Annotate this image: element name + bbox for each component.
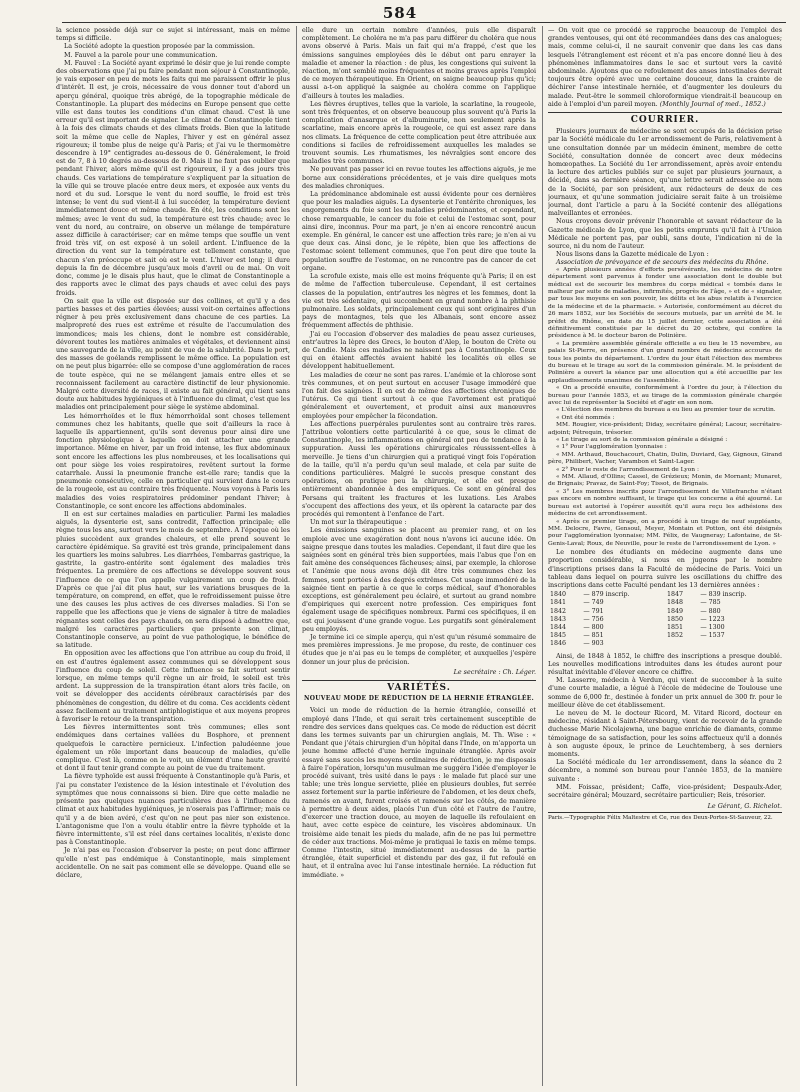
paragraph: — On voit que ce procédé se rapproche beaucoup de l'emploi des grandes ventouses, qui ont été recommandées dans des cas analogues; mais, comme celui-ci, il ne saurait convenir que dans les cas dans lesquels l'étranglement est récent et n'a pas encore donné lieu à des phénomènes inflammatoires dans le sac et surtout vers la cavité abdominale. Ajoutons que ce refoulement des anses intestinales devrait toujours être opéré avec une certaine douceur, dans la crainte de déchirer l'anse intestinale herniée, et d'augmenter les douleurs du malade. Peut-être le sommeil chloroformique viendrait-il beaucoup en aide à l'emploi d'un pareil moyen. (Monthly Journal of med., 1852.) [548, 26, 782, 108]
inscription-count: — 1300 [700, 623, 725, 631]
paragraph: Le neveu de M. le docteur Ricord, M. Vitard Ricord, docteur en médecine, résidant à Saint-Pétersbourg, vient de recevoir de la grande duchesse Marie Nicolajewna, une bague enrichie de diamants, comme témoignage de sa satisfaction, pour les soins affectueux qu'il a donnés à son auguste époux, le prince de Leuchtemberg, à ses derniers moments. [548, 708, 782, 758]
paragraph: Voici un mode de réduction de la hernie étranglée, conseillé et employé dans l'Inde, et qui serait très certainement susceptible de rendre des services dans quelques cas. Ce mode de réduction est décrit dans les termes suivants par un chirurgien anglais, M. Th. Wise : « Pendant que j'étais chirurgien d'un hôpital dans l'Inde, on m'apporta un jeune homme affecté d'une hernie inguinale étranglée. Après avoir essayé sans succès les moyens ordinaires de réduction, je me disposais à faire l'opération, lorsqu'un musulman me suggéra l'idée d'employer le procédé suivant, très usité dans le pays : le malade fut placé sur une table; une très longue serviette, pliée en plusieurs doubles, fut serrée assez fortement sur la partie inférieure de l'abdomen, et les deux chefs, ramenés en avant, furent croisés et ramenés sur les côtés, de manière à permettre à deux aides, placés l'un d'un côté et l'autre de l'autre, d'exercer une traction douce, au moyen de laquelle ils refoulaient en haut, avec cette espèce de ceinture, les viscères abdominaux. Un troisième aide tenait les pieds du malade, afin de ne pas lui permettre de céder aux tractions. Moi-même je pratiquai le taxis en même temps. Comme l'intestin, situé immédiatement au-dessus de la partie étranglée, était superficiel et distendu par des gaz, il fut refoulé en haut, et il entraîna avec lui l'anse intestinale herniée. La réduction fut immédiate. » [302, 706, 536, 879]
inscription-count: — 1223 [700, 615, 725, 623]
table-row [548, 632, 782, 640]
quoted-paragraph: « MM. Arthaud, Bouchacourt, Chatin, Dulin, Duviard, Gay, Gignoux, Girand père, Philibert, Vacher, Varambon et Saint-Lager. [548, 451, 782, 466]
paragraph: Nous croyons devoir prévenir l'honorable et savant rédacteur de la Gazette médicale de Lyon, que les petits emprunts qu'il fait à l'Union Médicale ne portent pas, par oubli, sans doute, l'indication ni de la source, ni du nom de l'auteur. [548, 217, 782, 251]
paragraph: Les hémorrhoïdes et le flux hémorrhoïdal sont choses tellement communes chez les habitants, quelle que soit d'ailleurs la race à laquelle ils appartiennent, qu'ils sont devenus pour ainsi dire une fonction physiologique à laquelle on doit attacher une grande importance. Même en hiver, par un froid intense, les flux abdominaux sont encore les affections les plus nombreuses, et les localisations qui ont pour siège les voies respiratoires, revêtent surtout la forme catarrhale. Aussi la pneumonie franche est-elle rare; tandis que la pneumonie consécutive, celle en particulier qui survient dans le cours de la rougeole, est au contraire très fréquente. Nous voyons à Paris les maladies des voies respiratoires prédominer pendant l'hiver; à Constantinople, ce sont encore les affections abdominales. [56, 411, 290, 510]
table-row [548, 624, 782, 632]
paragraph: La Société adopte la question proposée par la commission. [64, 42, 255, 51]
paragraph: MM. Foissac, président; Caffe, vice-président; Despaulx-Ader, secrétaire général; Mouzard, secrétaire particulier; Reis, trésorier. [548, 782, 782, 800]
header-rule [62, 22, 786, 23]
column-left [56, 26, 290, 1088]
quoted-paragraph: « L'élection des membres du bureau a eu lieu au premier tour de scrutin. [556, 407, 776, 414]
paragraph: Un mot sur la thérapeutique : [310, 518, 407, 527]
inscription-year: 1848 [666, 599, 684, 607]
paragraph: M. Fauvel : La Société ayant exprimé le désir que je lui rende compte des observations que j'ai pu faire pendant mon séjour à Constantinople, je vais exposer en peu de mots les faits qui me paraissent offrir le plus d'intérêt. Il est, je crois, nécessaire de vous donner tout d'abord un aperçu général, quoique très abrégé, de la topographie médicale de Constantinople. La plupart des médecins en Europe pensent que cette ville est dans toutes les conditions d'un climat chaud. C'est là une erreur qu'il est important de signaler. Le climat de Constantinople tient à la fois des climats chauds et des climats froids. Bien que la latitude soit la même que celle de Naples, l'hiver y est en général assez rigoureux; il tombe plus de neige qu'à Paris; et j'ai vu le thermomètre descendre à 19° centigrades au-dessous de 0. Généralement, le froid est de 7, 8 à 10 degrés au-dessous de 0. Mais il ne faut pas oublier que pendant l'hiver, alors même qu'il est rigoureux, il y a des jours très chauds. Ces variations de température s'expliquent par la situation de la ville qui se trouve placée entre deux mers, et exposée aux vents du nord et du sud. Lorsque le vent du nord souffle, le froid est très intense; le vent du sud vient-il à lui succéder, la température devient immédiatement douce et même chaude. En été, les conditions sont les mêmes; avec le vent du sud, la température est très chaude; avec le vent du nord, au contraire, on observe un mélange de température assez difficile à caractériser; car en même temps que souffle un vent froid très vif, on est exposé à un soleil ardent. L'influence de la direction du vent sur la température est tellement constante, que chacun s'en préoccupe et sait où est le vent. L'hiver est long; il dure depuis la fin de décembre jusqu'aux mois d'avril ou de mai. On voit donc, comme je le disais plus haut, que le climat de Constantinople a des rapports avec le climat des pays chauds et avec celui des pays froids. [56, 58, 290, 297]
quoted-paragraph: « 2° Pour le reste de l'arrondissement de Lyon : [556, 466, 699, 473]
quoted-paragraph: « Après ce premier tirage, on a procédé à un tirage de neuf suppléants, MM. Delocre, Favre, Gensoul, Meyer, Montain et Potton, ont été désignés pour l'agglomération lyonnaise; MM. Félix, de Vaugneray; Lafontaine, de St-Genis-Laval; Roux, de Neuville, pour le reste de l'arrondissement de Lyon. » [548, 518, 782, 547]
paragraph: Je termine ici ce simple aperçu, qui n'est qu'un résumé sommaire de mes premières impressions. Je me propose, du reste, de continuer ces études que je n'ai pas eu le temps de compléter, et auxquelles j'espère donner un jour plus de précision. [302, 633, 536, 666]
paragraph: Ne pouvant pas passer ici en revue toutes les affections aiguës, je me borne aux considérations précédentes, et je vais dire quelques mots des maladies chroniques. [302, 165, 536, 190]
quoted-paragraph: « 1° Pour l'agglomération lyonnaise : [556, 444, 667, 451]
inscription-count: — 880 [700, 607, 721, 615]
inscription-count [698, 640, 782, 648]
table-row [548, 608, 782, 616]
inscription-year: 1841 [550, 599, 567, 607]
quoted-paragraph: « MM. Allaud, d'Ollins; Cassel, de Grézieux; Monin, de Mornant; Munaret, de Brignais; Pravaz, de Saint-Foy; Tissot, de Brignais. [548, 474, 782, 488]
table-row [548, 640, 782, 648]
quoted-paragraph: « Ont été nommés : [556, 414, 615, 421]
inscription-year: 1852 [666, 632, 684, 640]
paragraph: J'ai eu l'occasion d'observer des maladies de peau assez curieuses, entr'autres la lèpre des Grecs, le bouton d'Alep, le bouton de Crète ou de Candie. Mais ces maladies ne naissent pas à Constantinople. Ceux qui en étaient affectés avaient habité les localités où elles se développent habituellement. [302, 329, 536, 371]
secretary-signature: Le secrétaire : Ch. Léger. [453, 667, 536, 676]
page-number: 584 [382, 4, 418, 22]
inscription-count: — 785 [700, 599, 721, 607]
paragraph: M. Lasserre, médecin à Verdun, qui vient de succomber à la suite d'une courte maladie, a légué à l'école de médecine de Toulouse une somme de 6,000 fr., destinée à fonder un prix annuel de 300 fr. pour le meilleur élève de cet établissement. [548, 676, 782, 709]
paragraph: Les fièvres intermittentes sont très communes; elles sont endémiques dans certaines vallées du Bosphore, et prennent quelquefois le caractère pernicieux. L'infection paludéenne joue également un rôle important dans beaucoup de maladies, qu'elle complique. C'est là, comme on le voit, un élément d'une haute gravité et dont il faut tenir grand compte au point de vue du traitement. [56, 723, 290, 773]
column-divider [296, 26, 297, 1086]
column-right [548, 26, 782, 1088]
article-title: NOUVEAU MODE DE RÉDUCTION DE LA HERNIE ÉTRANGLÉE. [303, 695, 535, 703]
table-row [548, 616, 782, 624]
paragraph: Les émissions sanguines se placent au premier rang, et on les emploie avec une exagération dont nous n'avons ici aucune idée. On saigne presque dans toutes les maladies. Cependant, il faut dire que les saignées sont en général très bien supportées, mais l'abus que l'on en fait amène des conséquences fâcheuses; ainsi, par exemple, la chlorose et l'anémie que nous avons déjà dit être très communes chez les femmes, sont portées à des degrés extrêmes. Cet usage immodéré de la saignée tient en partie à ce que le corps médical, sauf d'honorables exceptions, est généralement peu éclairé, et surtout au grand nombre d'empiriques qui exercent notre profession. Ces empiriques font également usage de spécifiques nombreux. Parmi ces spécifiques, il en est qui jouissent d'une grande vogue. Les purgatifs sont généralement peu employés. [302, 526, 536, 633]
paragraph: M. Fauvel a la parole pour une communication. [64, 50, 218, 59]
table-row [548, 599, 782, 607]
inscription-count: — 851 [583, 632, 604, 640]
association-title: Association de prévoyance et de secours des médecins du Rhône. [556, 258, 769, 267]
inscription-year: 1843 [550, 615, 567, 623]
paragraph: la science possède déjà sur ce sujet si intéressant, mais en même temps si difficile. [56, 26, 290, 43]
source-citation: (Monthly Journal of med., 1852.) [659, 99, 766, 108]
inscription-year: 1849 [666, 607, 684, 615]
inscription-count: — 749 [583, 599, 604, 607]
inscription-count: — 756 [583, 615, 604, 623]
inscription-count: — 1537 [700, 632, 725, 640]
section-heading-varietes: VARIÉTÉS. [302, 680, 536, 692]
quoted-paragraph: « On a procédé ensuite, conformément à l'ordre du jour, à l'élection du bureau pour l'année 1853, et au tirage de la commission générale chargée avec lui de représenter la Société et d'agir en son nom. [548, 385, 782, 406]
quoted-paragraph: « La première assemblée générale officielle a eu lieu le 15 novembre, au palais St-Pierre, en présence d'un grand nombre de médecins accourus de tous les points du département. L'ordre du jour était l'élection des membres du bureau et le tirage au sort de la commission générale. M. le président de Polinière a ouvert la séance par une allocution qui a été accueillie par les applaudissements unanimes de l'assemblée. [548, 340, 782, 384]
inscription-count: — 791 [583, 607, 604, 615]
inscription-year: 1847 [666, 591, 684, 599]
paragraph: En opposition avec les affections que l'on attribue au coup du froid, il en est d'autres également assez communes qui se développent sous l'influence du coup de soleil. Cette influence se fait surtout sentir lorsque, en même temps qu'il règne un air froid, le soleil est très ardent. La suppression de la transpiration étant alors très facile, on voit se développer des accidents cérébraux caractérisés par des phénomènes de congestion, du délire et du coma. Ces accidents cèdent assez facilement au traitement antiphlogistique et aux moyens propres à favoriser le retour de la transpiration. [56, 649, 290, 724]
paragraph: Ainsi, de 1848 à 1852, le chiffre des inscriptions a presque doublé. Les nouvelles modifications introduites dans les études auront pour résultat inévitable d'élever encore ce chiffre. [548, 651, 782, 676]
paragraph: Plusieurs journaux de médecine se sont occupés de la décision prise par la Société médicale du 1er arrondissement de Paris, relativement à une consultation donnée par un médecin éminent, membre de cette Société, consultation donnée de concert avec deux médecins homœopathes. La Société du 1er arrondissement, après avoir entendu la lecture des articles publiés sur ce sujet par plusieurs journaux, a décidé, dans sa dernière séance, qu'une lettre serait adressée au nom de la Société, par son président, aux rédacteurs de deux de ces journaux, et qu'une sommation judiciaire serait faite à un troisième journal, dont l'article a paru à la Société contenir des allégations malveillantes et erronées. [548, 127, 782, 218]
table-row [548, 591, 782, 599]
inscription-year: 1850 [666, 615, 684, 623]
paragraph: Les maladies de cœur ne sont pas rares. L'anémie et la chlorose sont très communes, et on peut surtout en accuser l'usage immodéré que l'on fait des saignées. Il en est de même des affections chroniques de l'utérus. Ce qui tient surtout à ce que l'avortement est pratiqué généralement et ouvertement, et produit ainsi aux manœuvres employées pour empêcher la fécondation. [302, 370, 536, 420]
paragraph: elle dure un certain nombre d'années, puis elle disparaît complètement. Le choléra ne m'a pas paru différer du choléra que nous avons observé à Paris. Mais un fait qui m'a frappé, c'est que les émissions sanguines employées dès le début ont paru enrayer la maladie et amener la réaction : de plus, les congestions qui suivent la réaction, m'ont semblé moins fréquentes et moins graves après l'emploi de ce moyen thérapeutique. En Orient, on saigne beaucoup plus qu'ici; aussi a-t-on appliqué la saignée au choléra comme on l'applique d'ailleurs à toutes les maladies. [302, 26, 536, 100]
paragraph: Le nombre des étudiants en médecine augmente dans une proportion considérable, si nous en jugeons par le nombre d'inscriptions prises dans la Faculté de médecine de Paris. Voici un tableau dans lequel on pourra suivre les oscillations du chiffre des inscriptions dans cette Faculté pendant les 13 dernières années : [548, 548, 782, 589]
paragraph: Il en est sur certaines maladies en particulier. Parmi les maladies aiguës, la dysenterie est, sans contredit, l'affection principale; elle règne tous les ans, surtout vers le mois de septembre. A l'époque où les pluies succèdent aux grandes chaleurs, et elle prend souvent le caractère épidémique. Sa gravité est très grande, principalement dans les quartiers les moins salubres. Les diarrhées, l'embarras gastrique, la gastrite, la gastro-entérite sont également des maladies très fréquentes. La première de ces affections se développe souvent sous l'influence de ce que l'on appelle vulgairement un coup de froid. D'après ce que j'ai dit plus haut, sur les variations brusques de la température, on comprend, en effet, que le refroidissement puisse être une des causes les plus actives de ces diverses maladies. Si l'on se rappelle que les affections que je viens de signaler à titre de maladies régnantes sont celles des pays chauds, on sera disposé à admettre que, malgré les caractères particuliers que présente son climat, Constantinople conserve, au point de vue pathologique, le bénéfice de sa latitude. [56, 509, 290, 650]
inscription-year: 1846 [550, 640, 567, 648]
inscription-count: — 800 [583, 623, 604, 631]
paragraph: Je n'ai pas eu l'occasion d'observer la peste; on peut donc affirmer qu'elle n'est pas endémique à Constantinople, mais simplement accidentelle. On ne sait pas comment elle se développe. Quand elle se déclare, [56, 846, 290, 879]
quoted-paragraph: MM. Rougier, vice-président; Diday, secrétaire général; Lacour, secrétaire-adjoint; Pétrequin, trésorier. [548, 422, 782, 436]
paragraph: La scrofule existe, mais elle est moins fréquente qu'à Paris; il en est de même de l'affection tuberculeuse. Cependant, il est certaines classes de la population, entr'autres les nègres et les femmes, dont la vie est très sédentaire, qui succombent en grand nombre à la phthisie pulmonaire. Les soldats, principalement ceux qui sont originaires d'un pays de montagnes, tels que les Albanais, sont encore assez fréquemment affectés de phthisie. [302, 272, 536, 330]
section-heading-courrier: COURRIER. [548, 112, 782, 124]
inscription-year: 1842 [550, 607, 567, 615]
inscription-year: 1844 [550, 623, 567, 631]
inscription-year: 1851 [666, 623, 684, 631]
paragraph: Nous lisons dans la Gazette médicale de Lyon : [556, 250, 709, 259]
inscription-year [665, 640, 698, 648]
paragraph: On sait que la ville est disposée sur des collines, et qu'il y a des parties basses et des parties élevées; aussi voit-on certaines affections régner à peu près exclusivement dans chacune de ces parties. La malpropreté des rues est extrême et résulte de l'accumulation des immondices; mais les chiens, dont le nombre est considérable, dévorent toutes les matières animales et végétales, et deviennent ainsi une sauvegarde de la ville, au point de vue de la salubrité. Dans le port, des masses de goélands remplissent le même office. La population est on ne peut plus bigarrée: elle se compose d'une agglomération de races de toute espèce, qui ne se mélangent jamais entre elles et se reconnaissent facilement au caractère distinctif de leur physionomie. Malgré cette diversité de races, il existe au fait général, qui tient sans doute aux habitudes hygiéniques et à l'influence du climat, c'est que les maladies ont principalement pour siège le système abdominal. [56, 296, 290, 412]
paragraph: Les fièvres éruptives, telles que la variole, la scarlatine, la rougeole, sont très fréquentes, et on observe beaucoup plus souvent qu'à Paris la complication d'anasarque et d'albuminurie, non seulement après la scarlatine, mais encore après la rougeole, ce qui est assez rare dans nos climats. La fréquence de cette complication peut être attribuée aux conditions si faciles de refroidissement auxquelles les malades se trouvent soumis. Les rhumatismes, les névralgies sont encore des maladies très communes. [302, 99, 536, 166]
inscription-year: 1845 [550, 632, 567, 640]
paragraph: La Société médicale du 1er arrondissement, dans la séance du 2 décembre, a nommé son bureau pour l'année 1853, de la manière suivante : [548, 758, 782, 783]
inscription-year: 1840 [550, 591, 567, 599]
printer-line: Paris.—Typographie Félix Maltestre et Ce, rue des Deux-Portes-St-Sauveur, 22. [548, 812, 782, 822]
column-divider [542, 26, 543, 1086]
quoted-paragraph: « Le tirage au sort de la commission générale a désigné : [556, 437, 728, 444]
quoted-paragraph: « Après plusieurs années d'efforts persévérants, les médecins de notre département sont parvenus à fonder une association dont le double but médical est de secourir les membres du corps médical « tombés dans le malheur par suite de maladies, infirmités, progrès de l'âge, » et de « signaler, par tous les moyens en son pouvoir, les délits et les abus relatifs à l'exercice de la médecine et de la pharmacie. » Autorisée, conformément au décret du 26 mars 1852, sur les Sociétés de secours mutuels, par un arrêté de M. le préfet du Rhône, en date du 15 juillet dernier, cette association a été définitivement constituée par le décret du 20 octobre, qui confère la présidence à M. le docteur baron de Polinière. [548, 266, 782, 340]
quoted-paragraph: « 3° Les membres inscrits pour l'arrondissement de Villefranche n'étant pas encore en nombre suffisant, le tirage qui les concerne a été ajourné. Le bureau est autorisé à l'opérer aussitôt qu'il aura reçu les adhésions des médecins de cet arrondissement. [548, 488, 782, 518]
inscription-count: — 903 [583, 640, 604, 648]
paragraph: La prédominance abdominale est aussi évidente pour ces dernières que pour les maladies aiguës. La dysenterie et l'entérite chroniques, les engorgements du foie sont les maladies prédominantes, et cependant, chose remarquable, le cancer du foie et celui de l'estomac sont, pour ainsi dire, inconnus. Pour ma part, je n'en ai encore rencontré aucun exemple. En général, le cancer est une affection très rare; je n'en ai vu que deux cas. Ainsi donc, je le répète, bien que les affections de l'estomac soient tellement communes, que l'on peut dire que toute la population souffre de l'estomac, on ne rencontre pas de cancer de cet organe. [302, 190, 536, 272]
inscriptions-table [548, 591, 782, 648]
column-middle [302, 26, 536, 1088]
paragraph: La fièvre typhoïde est aussi fréquente à Constantinople qu'à Paris, et j'ai pu constater l'existence de la lésion intestinale et l'évolution des symptômes que nous connaissons si bien. Dire que cette maladie ne présente pas quelques nuances particulières dues à l'influence du climat et aux habitudes hygiéniques, je n'oserais pas l'affirmer; mais ce qu'il y a de bien avéré, c'est qu'on ne peut pas nier son existence. L'antagonisme que l'on a voulu établir entre la fièvre typhoïde et la fièvre intermittente, s'il est réel dans certaines localités, n'existe donc pas à Constantinople. [56, 772, 290, 847]
inscription-count: — 839 inscrip. [700, 591, 747, 599]
paragraph: Les affections puerpérales purulentes sont au contraire très rares. J'attribue volontiers cette particularité à ce que, sous le climat de Constantinople, les inflammations en général ont peu de tendance à la suppuration. Aussi les opérations chirurgicales réussissent-elles à merveille. Je tiens d'un chirurgien qui a pratiqué vingt fois l'opération de la taille, qu'il n'a perdu qu'un seul malade, et cela par suite de conditions particulières. Malgré le succès presque constant des opérations, on pratique peu la chirurgie, et elle est presque entièrement abandonnée à des empiriques. Ce sont en général des Persans qui traitent les fractures et les luxations. Les Arabes s'occupent des affections des yeux, et ils opèrent la cataracte par des procédés qui remontent à l'enfance de l'art. [302, 419, 536, 518]
gerant-signature: Le Gérant, G. Richelot. [707, 802, 782, 811]
inscription-count: — 879 inscrip. [583, 591, 630, 599]
